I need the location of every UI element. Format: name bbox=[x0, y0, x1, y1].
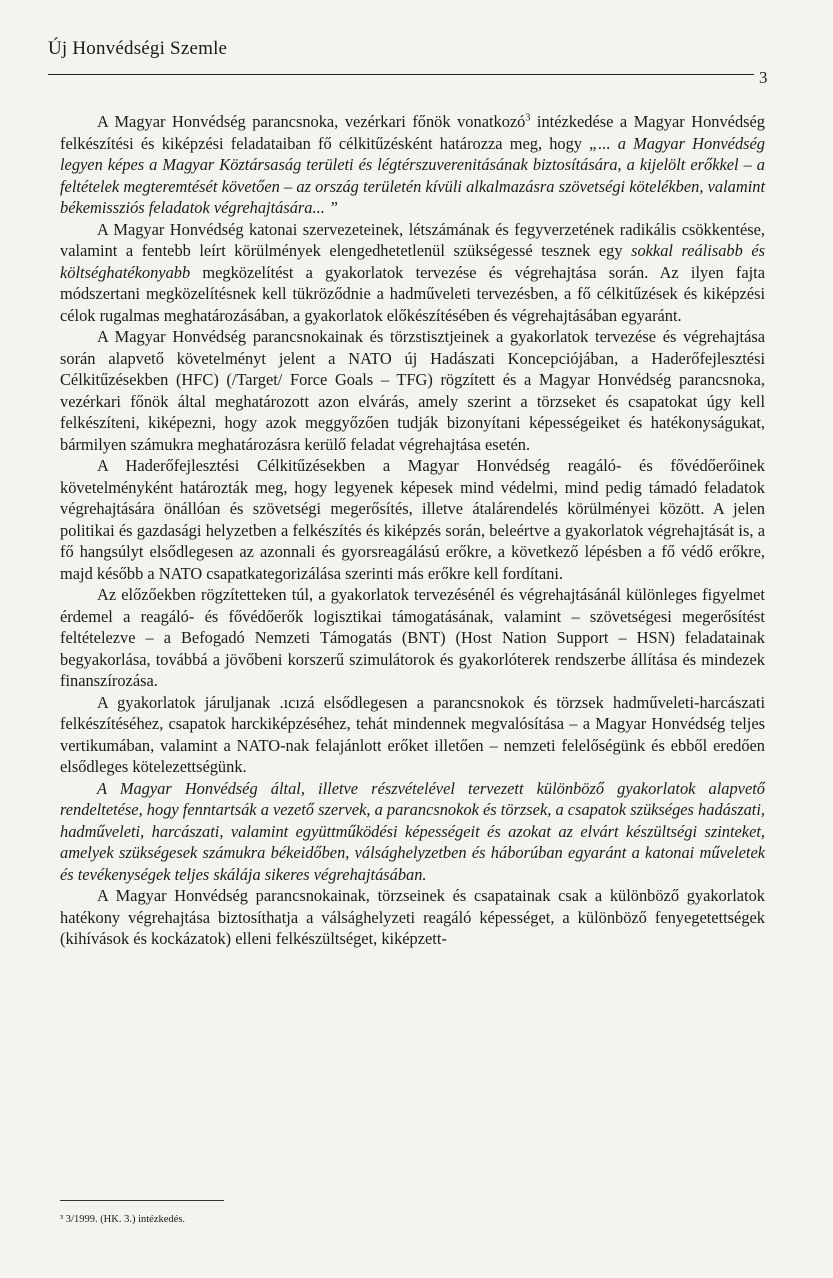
paragraph-2: A Magyar Honvédség katonai szervezeteinek, létszámának és fegyverzetének radikális csökkentése, valamint a fentebb leírt körülmények elengedhetetlenül szükségessé tesznek egy sokkal reálisabb és költséghatékonyabb megközelítést a gyakorlatok tervezése és végrehajtása során. Az ilyen fajta módszertani megközelítésnek kell tükröződnie a hadműveleti tervezésben, a fő célkitűzések és kiképzési célok rugalmas meghatározásában, a gyakorlatok előkészítésében és végrehajtásában egyaránt. bbox=[60, 219, 765, 325]
paragraph-8: A Magyar Honvédség parancsnokainak, törzseinek és csapatainak csak a különböző gyakorlatok hatékony végrehajtása biztosíthatja a válsághelyzeti reagáló képességet, a különböző fenyegetettségek (kihívások és kockázatok) elleni felkészültséget, kiképzett- bbox=[60, 886, 765, 948]
page-number: 3 bbox=[759, 68, 768, 87]
paragraph-6: A gyakorlatok járuljanak .ıcızá elsődlegesen a parancsnokok és törzsek hadműveleti-harcászati felkészítéséhez, csapatok harckiképzéséhez, tehát mindennek megvalósítása – a Magyar Honvédség teljes vertikumában, valamint a NATO-nak felajánlott erőket illetően – nemzeti felelőségünk és ebből eredően elsődleges kötelezettségünk. bbox=[60, 692, 765, 776]
paragraph-3: A Magyar Honvédség parancsnokainak és törzstisztjeinek a gyakorlatok tervezése és végrehajtása során alapvető követelményt jelent a NATO új Hadászati Koncepciójában, a Haderőfejlesztési Célkitűzésekben (HFC) (/Target/ Force Goals – TFG) rögzített és a Magyar Honvédség parancsnoka, vezérkari főnök által meghatározott azon elvárás, amely szerint a törzseket és csapatokat úgy kell felkészíteni, kiképezni, hogy azok meggyőzően tudják bizonyítani képességeiket és hatékonyságukat, bármilyen számukra meghatározásra kerülő feladat végrehajtása esetén. bbox=[60, 327, 765, 454]
header-rule bbox=[48, 74, 754, 75]
quotation: „... a Magyar Honvédség legyen képes a Magyar Köztársaság területi és légtérszuverenitásának biztosítására, a kijelölt erőkkel – a feltételek megteremtését követően – az ország területén kívüli alkalmazásra szövetségi kötelékben, valamint békemissziós feladatok végrehajtására... ” bbox=[60, 133, 765, 217]
paragraph-7: A Magyar Honvédség által, illetve részvételével tervezett különböző gyakorlatok alapvető rendeltetése, hogy fenntartsák a vezető szervek, a parancsnokok és törzsek, a csapatok szükséges hadászati, hadműveleti, harcászati, valamint együttműködési képességeit és azokat az elvárt készültségi szinteket, amelyek szükségesek számukra békeidőben, válsághelyzetben és háborúban egyaránt a katonai műveletek és tevékenységek teljes skálája sikeres végrehajtásában. bbox=[60, 778, 765, 884]
paragraph-1: A Magyar Honvédség parancsnoka, vezérkari főnök vonatkozó$^3$ intézkedése a Magyar Honvédség felkészítési és kiképzési feladataiban fő célkitűzésként határozza meg, hogy „... a Magyar Honvédség legyen képes a Magyar Köztársaság területi és légtérszuverenitásának biztosítására, a kijelölt erőkkel – a feltételek megteremtését követően – az ország területén kívüli alkalmazásra szövetségi kötelékben, valamint békemissziós feladatok végrehajtására... ” bbox=[60, 112, 765, 217]
running-header: Új Honvédségi Szemle bbox=[48, 38, 228, 59]
emphasis: sokkal reálisabb és költséghatékonyabb bbox=[60, 241, 765, 282]
footnote-rule bbox=[60, 1200, 224, 1201]
footnote-ref: 3 bbox=[525, 112, 531, 124]
paragraph-5: Az előzőekben rögzítetteken túl, a gyakorlatok tervezésénél és végrehajtásánál különleges figyelmet érdemel a reagáló- és fővédőerők logisztikai támogatásának, valamint – szövetségesi megerősítést feltételezve – a Befogadó Nemzeti Támogatás (BNT) (Host Nation Support – HSN) feladatainak begyakorlása, továbbá a jövőbeni korszerű szimulátorok és gyakorlóterek rendszerbe állítása és mindezek finanszírozása. bbox=[60, 585, 765, 690]
footnote: ³ 3/1999. (HK. 3.) intézkedés. bbox=[60, 1214, 186, 1225]
paragraph-4: A Haderőfejlesztési Célkitűzésekben a Magyar Honvédség reagáló- és fővédőerőinek követelményként határozták meg, hogy legyenek képesek mind védelmi, mind pedig támadó feladatok végrehajtására önállóan és szövetségi megerősítés, illetve átalárendelés körülményei között. A jelen politikai és gazdasági helyzetben a felkészítés és kiképzés során, beleértve a gyakorlatok végrehajtását is, a fő hangsúlyt elsődlegesen az azonnali és gyorsreagálású erőkre, a következő lépésben a fő védő erőkre, majd később a NATO csapatkategorizálása szerinti más erőkre kell fordítani. bbox=[60, 456, 765, 583]
article-body bbox=[60, 111, 765, 950]
